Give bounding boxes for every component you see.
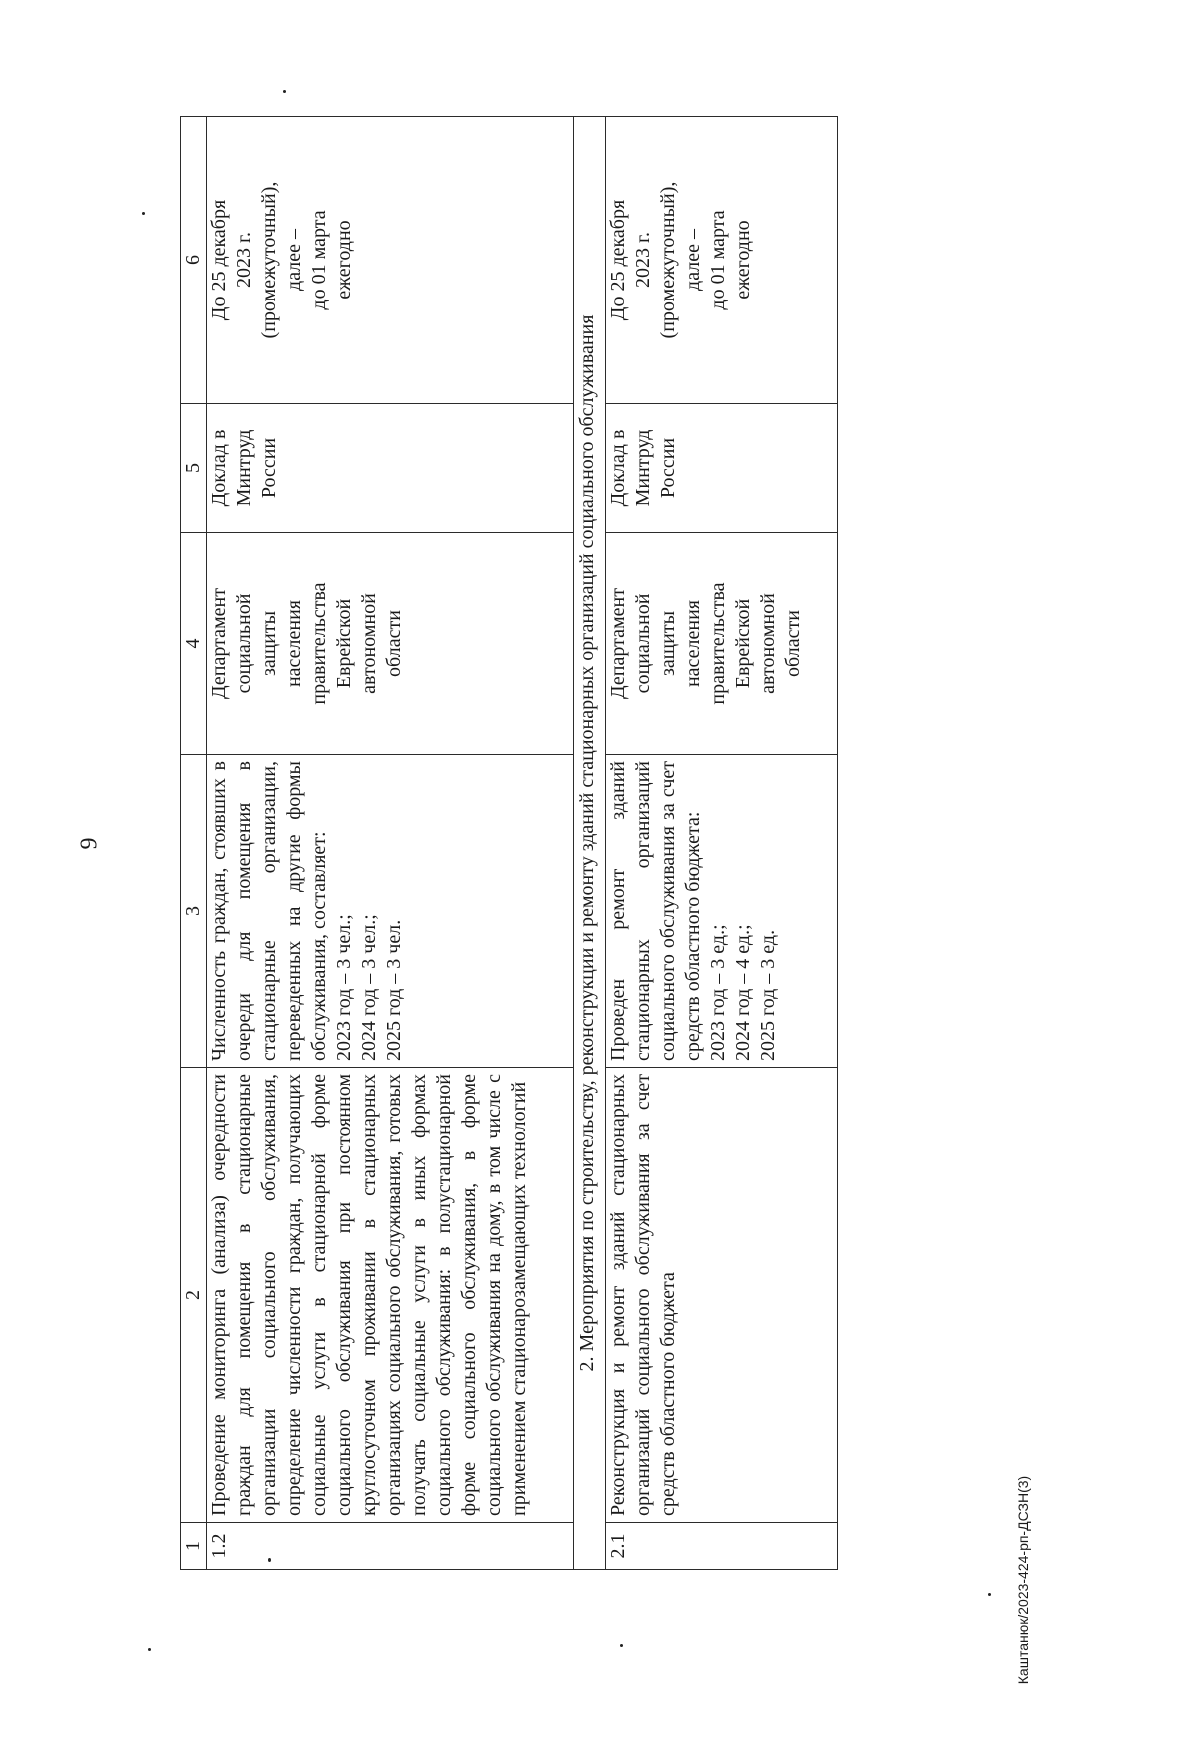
action-plan-table — [180, 116, 838, 1570]
result-year: 2025 год – 3 ед. — [757, 929, 779, 1061]
deadline-line: (промежуточный), — [657, 181, 679, 339]
scan-speck — [283, 90, 286, 93]
deadline-line: 2023 г. — [233, 232, 255, 288]
deadline-line: ежегодно — [333, 220, 355, 300]
report-line: Минтруд — [632, 429, 654, 507]
header-col-2: 2 — [181, 1068, 207, 1523]
header-row — [181, 117, 207, 1570]
deadline-line: до 01 марта — [707, 210, 729, 310]
executor-line: области — [782, 610, 804, 677]
deadline-cell — [606, 117, 838, 404]
result-year: 2025 год – 3 чел. — [383, 919, 405, 1061]
scan-speck — [268, 1558, 271, 1562]
result-year: 2024 год – 3 чел.; — [358, 914, 380, 1061]
activity-cell: Реконструкция и ремонт зданий стационарных организаций социального обслуживания за счет средств областного бюджета — [606, 1068, 838, 1523]
executor-line: Еврейской — [333, 598, 355, 689]
report-form-cell — [606, 404, 838, 533]
row-number: 1.2 — [207, 1523, 574, 1570]
report-line: Доклад в — [208, 429, 230, 507]
scan-speck — [142, 212, 145, 215]
deadline-line: До 25 декабря — [607, 199, 629, 321]
deadline-line: (промежуточный), — [258, 181, 280, 339]
executor-cell — [606, 533, 838, 755]
deadline-line: До 25 декабря — [208, 199, 230, 321]
result-year: 2023 год – 3 ед.; — [707, 924, 729, 1061]
executor-line: автономной — [358, 593, 380, 694]
deadline-line: до 01 марта — [308, 210, 330, 310]
executor-line: населения — [283, 599, 305, 688]
executor-line: Департамент — [208, 588, 230, 699]
scan-speck — [988, 1593, 991, 1596]
executor-line: социальной — [632, 593, 654, 694]
result-cell — [207, 755, 574, 1068]
deadline-line: далее – — [283, 229, 305, 291]
executor-line: защиты — [258, 610, 280, 677]
header-col-1: 1 — [181, 1523, 207, 1570]
section-2-title: 2. Мероприятия по строительству, реконструкции и ремонту зданий стационарных организаций социального обслуживания — [574, 117, 606, 1570]
executor-line: Еврейской — [732, 598, 754, 689]
report-line: Доклад в — [607, 429, 629, 507]
scan-speck — [620, 1644, 623, 1647]
header-col-3: 3 — [181, 755, 207, 1068]
header-col-6: 6 — [181, 117, 207, 404]
result-cell — [606, 755, 838, 1068]
section-row — [574, 117, 606, 1570]
deadline-line: ежегодно — [732, 220, 754, 300]
document-code: Каштанюк/2023-424-рп-ДСЗН(3) — [1015, 1475, 1031, 1685]
row-number: 2.1 — [606, 1523, 838, 1570]
executor-line: автономной — [757, 593, 779, 694]
report-line: России — [657, 437, 679, 499]
executor-line: населения — [682, 599, 704, 688]
result-year: 2023 год – 3 чел.; — [333, 914, 355, 1061]
rotated-table-frame — [180, 117, 835, 1570]
activity-cell: Проведение мониторинга (анализа) очередности граждан для помещения в стационарные организации социального обслуживания, определение численности граждан, получающих социальные услуги в стационарной форме социального обслуживания при постоянном круглосуточном проживании в стационарных организациях социального обслуживания, готовых получать социальные услуги в иных формах социального обслуживания: в полустационарной форме социального обслуживания, в форме социального обслуживания на дому, в том числе с применением стационарозамещающих технологий — [207, 1068, 574, 1523]
executor-line: защиты — [657, 610, 679, 677]
report-line: России — [258, 437, 280, 499]
executor-line: социальной — [233, 593, 255, 694]
report-form-cell — [207, 404, 574, 533]
executor-line: области — [383, 610, 405, 677]
result-year: 2024 год – 4 ед.; — [732, 924, 754, 1061]
header-col-5: 5 — [181, 404, 207, 533]
executor-line: правительства — [707, 582, 729, 705]
deadline-line: далее – — [682, 229, 704, 291]
executor-cell — [207, 533, 574, 755]
executor-line: правительства — [308, 582, 330, 705]
executor-line: Департамент — [607, 588, 629, 699]
deadline-cell — [207, 117, 574, 404]
result-text: Численность граждан, стоявших в очереди для помещения в стационарные организации, переведенных на другие формы обслуживания, составляет: — [208, 761, 330, 1061]
page-number: 9 — [76, 837, 103, 850]
table-row-2-1 — [606, 117, 838, 1570]
result-text: Проведен ремонт зданий стационарных организаций социального обслуживания за счет средств областного бюджета: — [607, 761, 704, 1061]
deadline-line: 2023 г. — [632, 232, 654, 288]
report-line: Минтруд — [233, 429, 255, 507]
table-container — [180, 117, 835, 1570]
table-row-1-2 — [207, 117, 574, 1570]
scan-speck — [148, 1648, 151, 1651]
header-col-4: 4 — [181, 533, 207, 755]
